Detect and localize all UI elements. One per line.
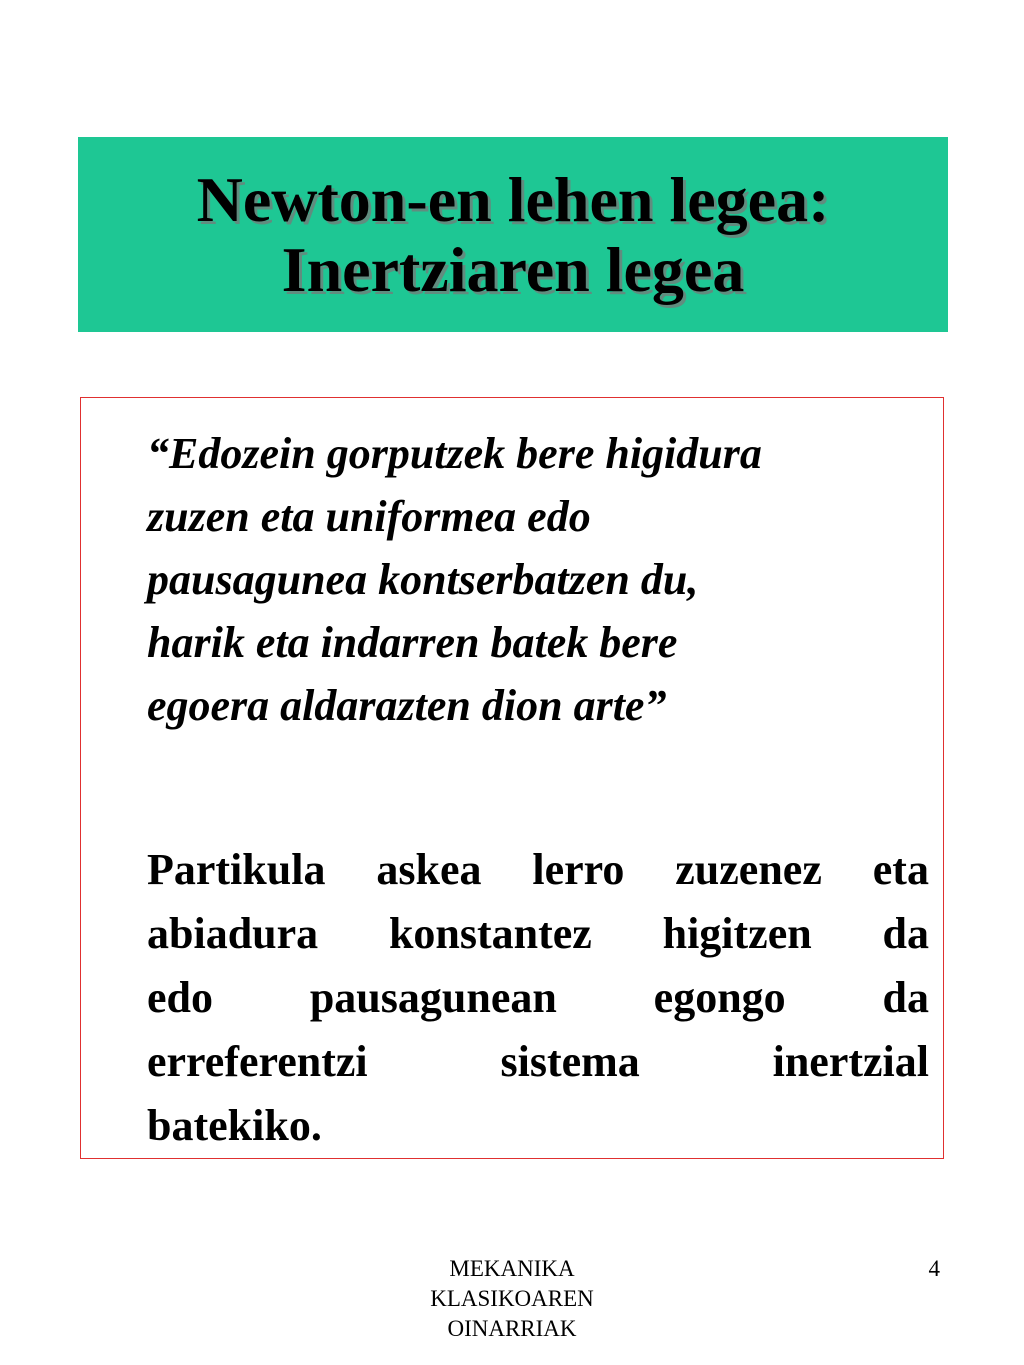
page-number: 4 xyxy=(928,1256,940,1281)
quote-line: pausagunea kontserbatzen du, xyxy=(147,555,699,604)
law-quote xyxy=(147,422,937,737)
statement-word: lerro xyxy=(532,845,625,894)
statement-last-line: batekiko. xyxy=(147,1101,322,1150)
content-box xyxy=(80,397,944,1159)
law-statement xyxy=(147,838,929,1158)
footer-course-title xyxy=(412,1254,612,1344)
slide-title-line-1: Newton-en lehen legea: xyxy=(196,163,830,235)
quote-line: “Edozein gorputzek bere higidura xyxy=(147,429,762,478)
statement-word: edo xyxy=(147,973,213,1022)
statement-word: erreferentzi xyxy=(147,1037,368,1086)
slide-title-line-2: Inertziaren legea xyxy=(281,233,745,305)
statement-word: da xyxy=(882,909,929,958)
statement-word: zuzenez xyxy=(675,845,822,894)
statement-word: abiadura xyxy=(147,909,319,958)
statement-line xyxy=(147,966,929,1030)
statement-line xyxy=(147,902,929,966)
statement-word: Partikula xyxy=(147,845,326,894)
statement-line xyxy=(147,838,929,902)
quote-line: harik eta indarren batek bere xyxy=(147,618,678,667)
statement-word: da xyxy=(882,973,929,1022)
footer-line: OINARRIAK xyxy=(447,1316,577,1341)
statement-word: eta xyxy=(872,845,929,894)
quote-line: egoera aldarazten dion arte” xyxy=(147,681,667,730)
statement-word: higitzen xyxy=(662,909,812,958)
statement-word: askea xyxy=(376,845,482,894)
footer-line: KLASIKOAREN xyxy=(430,1286,594,1311)
statement-word: pausagunean xyxy=(309,973,557,1022)
slide-title-box xyxy=(78,137,948,332)
footer-line: MEKANIKA xyxy=(449,1256,575,1281)
statement-word: sistema xyxy=(500,1037,640,1086)
statement-word: egongo xyxy=(653,973,786,1022)
statement-line xyxy=(147,1030,929,1094)
statement-word: konstantez xyxy=(388,909,592,958)
statement-word: inertzial xyxy=(772,1037,929,1086)
quote-line: zuzen eta uniformea edo xyxy=(147,492,591,541)
